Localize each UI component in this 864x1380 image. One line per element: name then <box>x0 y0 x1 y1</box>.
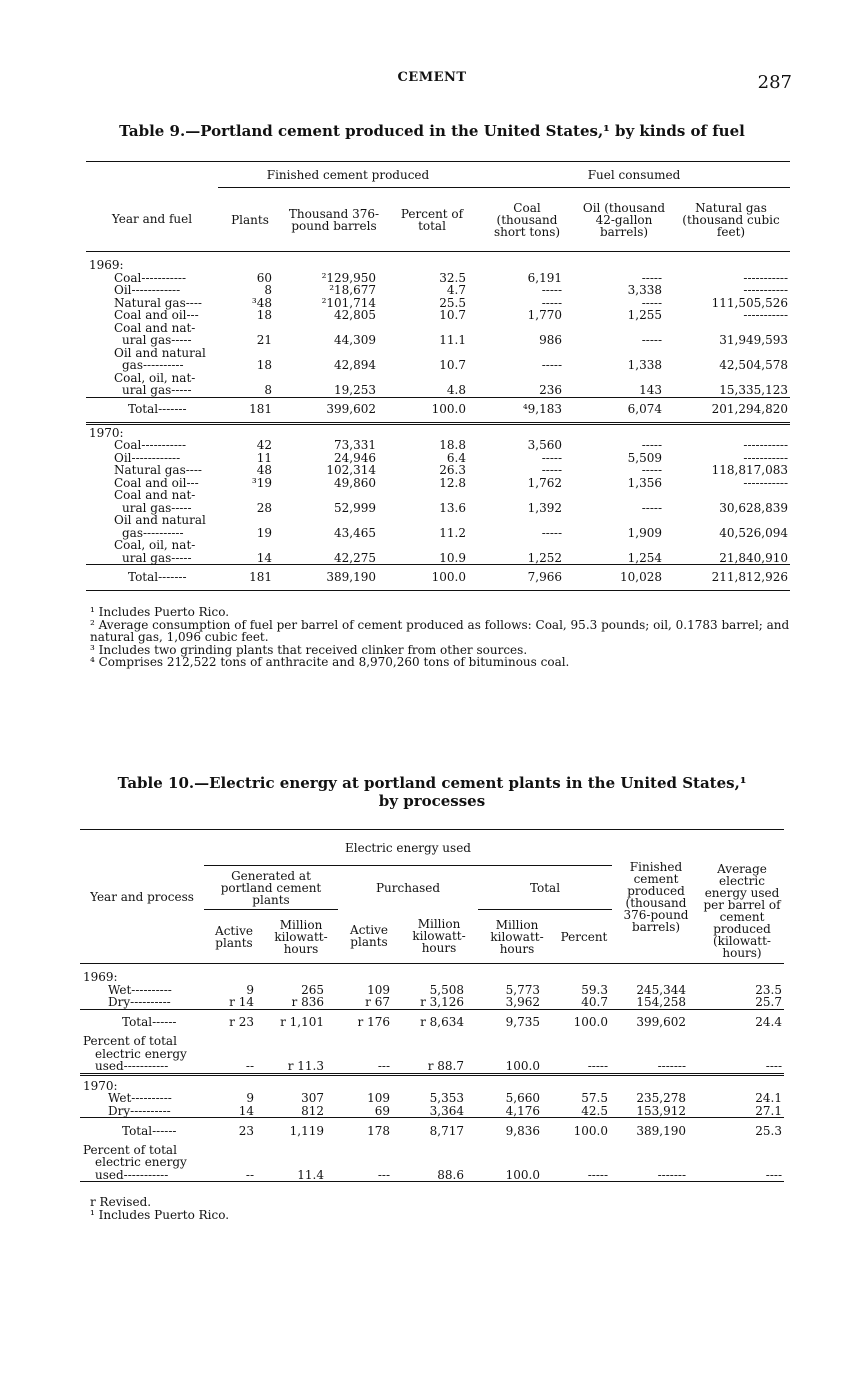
t9-oil-cell: ----- <box>641 270 662 285</box>
t9-footnote: ³ Includes two grinding plants that received clinker from other sources. <box>90 642 528 657</box>
t10-pur-kwh-cell: r 3,126 <box>420 995 464 1009</box>
t10-header-generated: Generated at portland cement plants <box>204 866 338 910</box>
t9-oil-cell: ----- <box>641 500 662 515</box>
t9-oil-cell: ----- <box>641 333 662 347</box>
t10-avg-total: 25.3 <box>755 1123 782 1138</box>
t10-avg-cell: 25.7 <box>755 995 782 1009</box>
t9-row-label: Coal----------- <box>114 438 186 452</box>
t9-row-label: Oil------------ <box>114 283 181 297</box>
running-head: CEMENT <box>397 70 467 85</box>
t9-barrels-cell: 73,331 <box>334 438 376 452</box>
t10-empty-cell <box>478 1074 556 1092</box>
t9-percent-cell: 12.8 <box>439 475 466 490</box>
t10-percent-row <box>80 1144 784 1182</box>
t10-pur-kwh-total: r 8,634 <box>420 1015 464 1029</box>
t10-empty-cell <box>612 1074 700 1092</box>
t10-tot-kwh-total: 9,735 <box>505 1015 540 1029</box>
t9-total-gas: 201,294,820 <box>711 402 788 417</box>
t10-percent-label-line: used----------- <box>95 1167 169 1182</box>
t9-barrels-cell: ²101,714 <box>321 295 376 310</box>
t10-pur-kwh-cell: 5,508 <box>429 982 464 997</box>
t9-percent-cell: 10.9 <box>439 550 466 565</box>
t9-oil-cell: ----- <box>641 295 662 310</box>
t9-col-year-fuel: Year and fuel <box>111 212 193 227</box>
t9-total-coal: 7,966 <box>527 570 562 585</box>
t9-row-label <box>86 372 218 398</box>
t9-barrels-cell: ²129,950 <box>321 270 376 285</box>
t10-col-year-process: Year and process <box>90 889 194 904</box>
t9-coal-cell: 3,560 <box>527 438 562 452</box>
table10-title-line1: Table 10.—Electric energy at portland cement plants in the United States,¹ <box>117 774 747 792</box>
t9-row-label: Coal----------- <box>114 270 186 285</box>
t9-plants-cell: 42 <box>256 438 272 452</box>
t9-percent-cell: 26.3 <box>439 463 466 477</box>
t9-percent-cell: 18.8 <box>439 438 466 452</box>
t9-coal-cell: 1,770 <box>527 308 562 322</box>
t9-oil-cell: 5,509 <box>627 450 662 465</box>
t10-footnote: r Revised. <box>90 1195 152 1209</box>
t10-percent-row <box>80 1035 784 1074</box>
t10-percent-label <box>80 1144 204 1182</box>
t9-coal-cell: ----- <box>541 295 562 310</box>
t9-coal-cell: 986 <box>539 333 562 347</box>
t10-avg-pct: ---- <box>765 1167 782 1182</box>
t9-row-label: Coal and oil--- <box>114 308 199 322</box>
t10-avg-pct: ---- <box>765 1059 782 1073</box>
t10-empty-cell <box>264 964 338 984</box>
t10-tot-kwh-cell: 4,176 <box>505 1103 540 1118</box>
t9-table-row <box>86 347 790 372</box>
t9-plants-cell: 48 <box>256 463 272 477</box>
t10-empty-cell <box>556 1074 612 1092</box>
t9-table-row <box>86 489 790 514</box>
t10-pur-plants-total: r 176 <box>357 1015 390 1029</box>
t10-row-label: Dry---------- <box>108 1103 171 1118</box>
t9-plants-cell: 19 <box>256 525 272 540</box>
t10-pur-plants-cell: 69 <box>374 1103 390 1118</box>
t10-tot-kwh-total: 9,836 <box>505 1123 540 1138</box>
t9-oil-cell: 1,254 <box>627 550 662 565</box>
t10-table-row <box>80 1105 784 1118</box>
t10-empty-cell <box>338 964 400 984</box>
t10-pur-kwh-total: 8,717 <box>429 1123 464 1138</box>
t10-total-label: Total------ <box>122 1123 177 1138</box>
t9-plants-cell: 8 <box>264 383 272 397</box>
t10-total-label: Total------ <box>122 1015 177 1029</box>
t9-gas-cell: 31,949,593 <box>719 333 788 347</box>
t10-tot-pct-pct: ----- <box>587 1059 608 1073</box>
t9-empty-cell <box>282 252 386 272</box>
t9-col-percent: Percent of total <box>400 206 464 233</box>
table10-title <box>0 774 864 810</box>
t9-col-oil: Oil (thousand 42-gallon barrels) <box>582 200 666 239</box>
t9-total-percent: 100.0 <box>431 570 466 585</box>
t9-year-row <box>86 252 790 272</box>
t10-tot-pct-total: 100.0 <box>573 1123 608 1138</box>
t9-total-barrels: 399,602 <box>326 402 376 417</box>
t9-row-label-line2: ural gas----- <box>122 383 192 397</box>
t10-header-purchased: Purchased <box>375 880 441 895</box>
t10-finished-pct: ------- <box>657 1059 686 1073</box>
t10-tot-pct-cell: 57.5 <box>581 1091 608 1105</box>
t9-total-oil: 6,074 <box>627 402 662 417</box>
t9-barrels-cell: 24,946 <box>334 450 376 465</box>
t9-coal-cell: 1,392 <box>527 500 562 515</box>
t9-total-barrels: 389,190 <box>326 570 376 585</box>
t9-coal-cell: ----- <box>541 463 562 477</box>
t9-barrels-cell: 42,275 <box>334 550 376 565</box>
t9-percent-cell: 6.4 <box>446 450 466 465</box>
t9-plants-cell: ³19 <box>251 475 272 490</box>
t9-row-label-line1: Oil and natural <box>114 513 206 527</box>
t9-gas-cell: 40,526,094 <box>719 525 788 540</box>
t9-table-row <box>86 322 790 347</box>
t10-col-average: Average electric energy used per barrel of cement produced (kilowatt-hours) <box>703 862 781 960</box>
t9-barrels-cell: 49,860 <box>334 475 376 490</box>
t10-percent-label-line: Percent of total <box>83 1142 177 1157</box>
t9-barrels-cell: 44,309 <box>334 333 376 347</box>
t10-finished-total: 389,190 <box>636 1123 686 1138</box>
t9-barrels-cell: 52,999 <box>334 500 376 515</box>
t10-footnotes <box>90 1196 590 1221</box>
t10-avg-cell: 24.1 <box>755 1091 782 1105</box>
t9-oil-cell: 143 <box>639 383 662 397</box>
t10-tot-kwh-cell: 5,773 <box>505 982 540 997</box>
t10-empty-cell <box>204 964 264 984</box>
t10-year-row <box>80 1074 784 1092</box>
t10-percent-label-line: electric energy <box>95 1155 187 1169</box>
t9-row-label <box>86 514 218 539</box>
t9-body <box>86 252 790 591</box>
t9-gas-cell: 15,335,123 <box>719 383 788 397</box>
t10-pur-kwh-pct: r 88.7 <box>427 1059 464 1073</box>
table10-title-line2: by processes <box>378 792 486 810</box>
t9-barrels-cell: 43,465 <box>334 525 376 540</box>
t9-footnote: ² Average consumption of fuel per barrel of cement produced as follows: Coal, 95.3 pounds; oil, 0.1783 barrel; and natural gas, 1,096 cubic feet. <box>90 617 790 644</box>
t9-row-label-line1: Coal, oil, nat- <box>114 370 196 385</box>
t10-row-label: Wet---------- <box>108 1091 172 1105</box>
t9-empty-cell <box>218 423 282 439</box>
t10-gen-kwh-cell: r 836 <box>291 995 324 1009</box>
t10-col-finished: Finished cement produced (thousand 376-pound barrels) <box>623 859 689 934</box>
t10-gen-kwh-pct: 11.4 <box>297 1167 324 1182</box>
t9-barrels-cell: ²18,677 <box>329 283 376 297</box>
t10-pur-kwh-cell: 3,364 <box>429 1103 464 1118</box>
t9-percent-cell: 11.1 <box>439 333 466 347</box>
t9-table-row <box>86 464 790 477</box>
page-number: 287 <box>757 72 792 93</box>
t10-header-electric: Electric energy used <box>204 830 612 866</box>
t9-plants-cell: 28 <box>256 500 272 515</box>
t10-gen-plants-cell: 9 <box>246 982 254 997</box>
t9-gas-cell: 30,628,839 <box>719 500 788 515</box>
t10-col-gen-plants: Active plants <box>215 923 253 950</box>
t10-row-label: Wet---------- <box>108 982 172 997</box>
t9-row-label-line2: gas---------- <box>122 525 184 540</box>
t9-percent-cell: 10.7 <box>439 358 466 372</box>
t9-row-label: Coal and oil--- <box>114 475 199 490</box>
t9-total-coal: ⁴9,183 <box>522 402 562 417</box>
t9-empty-cell <box>218 252 282 272</box>
t9-gas-cell: ----------- <box>743 450 788 465</box>
t9-empty-cell <box>576 252 672 272</box>
t9-coal-cell: ----- <box>541 358 562 372</box>
t9-empty-cell <box>478 252 576 272</box>
table9-title: Table 9.—Portland cement produced in the United States,¹ by kinds of fuel <box>119 122 745 140</box>
t9-barrels-cell: 42,805 <box>334 308 376 322</box>
t9-col-coal: Coal (thousand short tons) <box>493 200 561 239</box>
t9-table-row <box>86 372 790 398</box>
t10-year-label: 1970: <box>83 1078 118 1093</box>
t10-gen-plants-total: 23 <box>238 1123 254 1138</box>
t9-total-row <box>86 397 790 423</box>
t9-coal-cell: 236 <box>539 383 562 397</box>
t10-percent-label <box>80 1035 204 1074</box>
t10-avg-total: 24.4 <box>755 1015 782 1029</box>
t10-finished-cell: 245,344 <box>636 982 686 997</box>
t9-row-label-line1: Coal and nat- <box>114 320 196 335</box>
t9-table-row <box>86 514 790 539</box>
t10-year-label: 1969: <box>83 970 118 984</box>
t9-row-label: Oil------------ <box>114 450 181 465</box>
t9-empty-cell <box>282 423 386 439</box>
t9-row-label-line1: Coal and nat- <box>114 488 196 502</box>
table10 <box>80 829 784 1182</box>
t10-tot-pct-cell: 42.5 <box>581 1103 608 1118</box>
t10-year-row <box>80 964 784 984</box>
t9-header-finished: Finished cement produced <box>218 162 478 188</box>
t10-gen-plants-total: r 23 <box>229 1015 254 1029</box>
t9-oil-cell: 1,909 <box>627 525 662 540</box>
t9-row-label-line1: Oil and natural <box>114 345 206 360</box>
t9-gas-cell: ----------- <box>743 475 788 490</box>
t10-pur-plants-cell: 109 <box>367 982 390 997</box>
t9-barrels-cell: 102,314 <box>326 463 376 477</box>
t9-total-percent: 100.0 <box>431 402 466 417</box>
t10-avg-cell: 27.1 <box>755 1103 782 1118</box>
t10-pur-kwh-cell: 5,353 <box>429 1091 464 1105</box>
t9-gas-cell: 42,504,578 <box>719 358 788 372</box>
t9-plants-cell: 21 <box>256 333 272 347</box>
t9-col-plants: Plants <box>231 212 269 227</box>
t9-row-label-line1: Coal, oil, nat- <box>114 538 196 552</box>
t10-body <box>80 964 784 1182</box>
t10-gen-plants-cell: 14 <box>238 1103 254 1118</box>
t10-finished-cell: 235,278 <box>636 1091 686 1105</box>
t9-row-label-line2: ural gas----- <box>122 500 192 515</box>
t9-plants-cell: ³48 <box>251 295 272 310</box>
t9-oil-cell: ----- <box>641 463 662 477</box>
t10-table-row <box>80 996 784 1009</box>
t9-plants-cell: 60 <box>256 270 272 285</box>
t10-tot-pct-pct: ----- <box>587 1167 608 1182</box>
t10-pur-kwh-pct: 88.6 <box>437 1167 464 1182</box>
t10-empty-cell <box>478 964 556 984</box>
t10-empty-cell <box>700 1074 784 1092</box>
t10-table-row <box>80 1092 784 1105</box>
t9-plants-cell: 11 <box>256 450 272 465</box>
t9-oil-cell: 3,338 <box>627 283 662 297</box>
t10-tot-pct-cell: 59.3 <box>581 982 608 997</box>
t10-empty-cell <box>338 1074 400 1092</box>
t9-percent-cell: 25.5 <box>439 295 466 310</box>
t10-gen-kwh-total: 1,119 <box>289 1123 324 1138</box>
t9-coal-cell: 1,252 <box>527 550 562 565</box>
t10-total-row <box>80 1118 784 1144</box>
t9-plants-cell: 18 <box>256 358 272 372</box>
t9-total-plants: 181 <box>249 402 272 417</box>
t9-header-fuel: Fuel consumed <box>478 162 790 188</box>
t10-col-pur-plants: Active plants <box>350 923 388 950</box>
t10-col-tot-kwh: Million kilowatt-hours <box>490 917 544 956</box>
t9-year-label: 1970: <box>89 425 124 440</box>
t10-gen-plants-cell: r 14 <box>229 995 254 1009</box>
t9-year-row <box>86 423 790 439</box>
t9-total-plants: 181 <box>249 570 272 585</box>
t10-gen-kwh-cell: 812 <box>301 1103 324 1118</box>
t10-header-total: Total <box>478 866 612 910</box>
t10-pur-plants-pct: --- <box>377 1167 390 1182</box>
t9-year-label: 1969: <box>89 258 124 272</box>
t10-tot-pct-cell: 40.7 <box>581 995 608 1009</box>
t9-oil-cell: 1,255 <box>627 308 662 322</box>
t9-total-label: Total------- <box>128 402 187 417</box>
t10-pur-plants-cell: r 67 <box>365 995 390 1009</box>
t10-avg-cell: 23.5 <box>755 982 782 997</box>
t10-gen-kwh-total: r 1,101 <box>280 1015 324 1029</box>
t10-tot-pct-total: 100.0 <box>573 1015 608 1029</box>
t9-percent-cell: 10.7 <box>439 308 466 322</box>
t10-total-row <box>80 1009 784 1035</box>
t9-col-gas: Natural gas (thousand cubic feet) <box>682 200 780 239</box>
t9-row-label-line2: ural gas----- <box>122 333 192 347</box>
t9-row-label-line2: gas---------- <box>122 358 184 372</box>
t9-plants-cell: 14 <box>256 550 272 565</box>
t10-col-pur-kwh: Million kilowatt-hours <box>412 917 466 956</box>
t9-coal-cell: ----- <box>541 525 562 540</box>
table9 <box>86 161 790 591</box>
t10-row-label: Dry---------- <box>108 995 171 1009</box>
t9-percent-cell: 4.8 <box>446 383 466 397</box>
t9-row-label: Natural gas---- <box>114 463 202 477</box>
t10-gen-plants-cell: 9 <box>246 1091 254 1105</box>
t10-empty-cell <box>556 964 612 984</box>
t9-plants-cell: 8 <box>264 283 272 297</box>
t10-empty-cell <box>612 964 700 984</box>
t9-gas-cell: 118,817,083 <box>711 463 788 477</box>
t10-percent-label-line: used----------- <box>95 1059 169 1073</box>
t9-footnote: ¹ Includes Puerto Rico. <box>90 605 230 619</box>
t10-col-tot-pct: Percent <box>560 929 608 944</box>
t10-percent-label-line: electric energy <box>95 1046 187 1061</box>
t9-gas-cell: ----------- <box>743 308 788 322</box>
t9-table-row <box>86 439 790 452</box>
t9-gas-cell: 21,840,910 <box>719 550 788 565</box>
t10-col-gen-kwh: Million kilowatt-hours <box>274 917 328 956</box>
t9-barrels-cell: 42,894 <box>334 358 376 372</box>
t10-empty-cell <box>400 1074 478 1092</box>
t10-footnote: ¹ Includes Puerto Rico. <box>90 1207 230 1222</box>
t9-total-label: Total------- <box>128 570 187 585</box>
t9-total-gas: 211,812,926 <box>711 570 788 585</box>
t9-empty-cell <box>576 423 672 439</box>
t9-footnotes <box>90 606 790 669</box>
t10-tot-kwh-cell: 5,660 <box>505 1091 540 1105</box>
t10-gen-kwh-pct: r 11.3 <box>287 1059 324 1073</box>
t9-coal-cell: 1,762 <box>527 475 562 490</box>
t9-percent-cell: 32.5 <box>439 270 466 285</box>
t10-percent-label-line: Percent of total <box>83 1034 177 1048</box>
t9-row-label <box>86 322 218 347</box>
t9-row-label: Natural gas---- <box>114 295 202 310</box>
t9-oil-cell: 1,338 <box>627 358 662 372</box>
t10-tot-kwh-pct: 100.0 <box>505 1059 540 1073</box>
t9-footnote: ⁴ Comprises 212,522 tons of anthracite and 8,970,260 tons of bituminous coal. <box>90 655 570 669</box>
t10-pur-plants-cell: 109 <box>367 1091 390 1105</box>
t9-row-label <box>86 347 218 372</box>
t9-barrels-cell: 19,253 <box>334 383 376 397</box>
t9-empty-cell <box>672 252 790 272</box>
t9-total-row <box>86 565 790 591</box>
t10-finished-total: 399,602 <box>636 1015 686 1029</box>
t10-tot-kwh-cell: 3,962 <box>505 995 540 1009</box>
t10-empty-cell <box>264 1074 338 1092</box>
t9-row-label <box>86 489 218 514</box>
t9-plants-cell: 18 <box>256 308 272 322</box>
t10-tot-kwh-pct: 100.0 <box>505 1167 540 1182</box>
t10-pur-plants-total: 178 <box>367 1123 390 1138</box>
t9-empty-cell <box>386 252 478 272</box>
t9-table-row <box>86 272 790 285</box>
t9-coal-cell: 6,191 <box>527 270 562 285</box>
t9-table-row <box>86 284 790 297</box>
t9-empty-cell <box>386 423 478 439</box>
t9-table-row <box>86 309 790 322</box>
t9-percent-cell: 11.2 <box>439 525 466 540</box>
t10-empty-cell <box>400 964 478 984</box>
t9-empty-cell <box>478 423 576 439</box>
t9-coal-cell: ----- <box>541 283 562 297</box>
t9-gas-cell: ----------- <box>743 270 788 285</box>
t10-gen-plants-pct: -- <box>245 1059 254 1073</box>
t10-finished-cell: 153,912 <box>636 1103 686 1118</box>
t10-finished-pct: ------- <box>657 1167 686 1182</box>
t9-gas-cell: 111,505,526 <box>711 295 788 310</box>
t9-oil-cell: 1,356 <box>627 475 662 490</box>
t9-gas-cell: ----------- <box>743 283 788 297</box>
t10-gen-kwh-cell: 307 <box>301 1091 324 1105</box>
t9-row-label <box>86 539 218 565</box>
t9-gas-cell: ----------- <box>743 438 788 452</box>
t9-total-oil: 10,028 <box>620 570 662 585</box>
t10-empty-cell <box>204 1074 264 1092</box>
t10-gen-kwh-cell: 265 <box>301 982 324 997</box>
t9-coal-cell: ----- <box>541 450 562 465</box>
t10-gen-plants-pct: -- <box>245 1167 254 1182</box>
t10-empty-cell <box>700 964 784 984</box>
t9-col-barrels: Thousand 376-pound barrels <box>288 206 380 233</box>
t10-pur-plants-pct: --- <box>377 1059 390 1073</box>
t9-oil-cell: ----- <box>641 438 662 452</box>
t9-table-row <box>86 539 790 565</box>
t9-row-label-line2: ural gas----- <box>122 550 192 565</box>
t9-empty-cell <box>672 423 790 439</box>
t10-finished-cell: 154,258 <box>636 995 686 1009</box>
t9-percent-cell: 4.7 <box>446 283 466 297</box>
t9-percent-cell: 13.6 <box>439 500 466 515</box>
